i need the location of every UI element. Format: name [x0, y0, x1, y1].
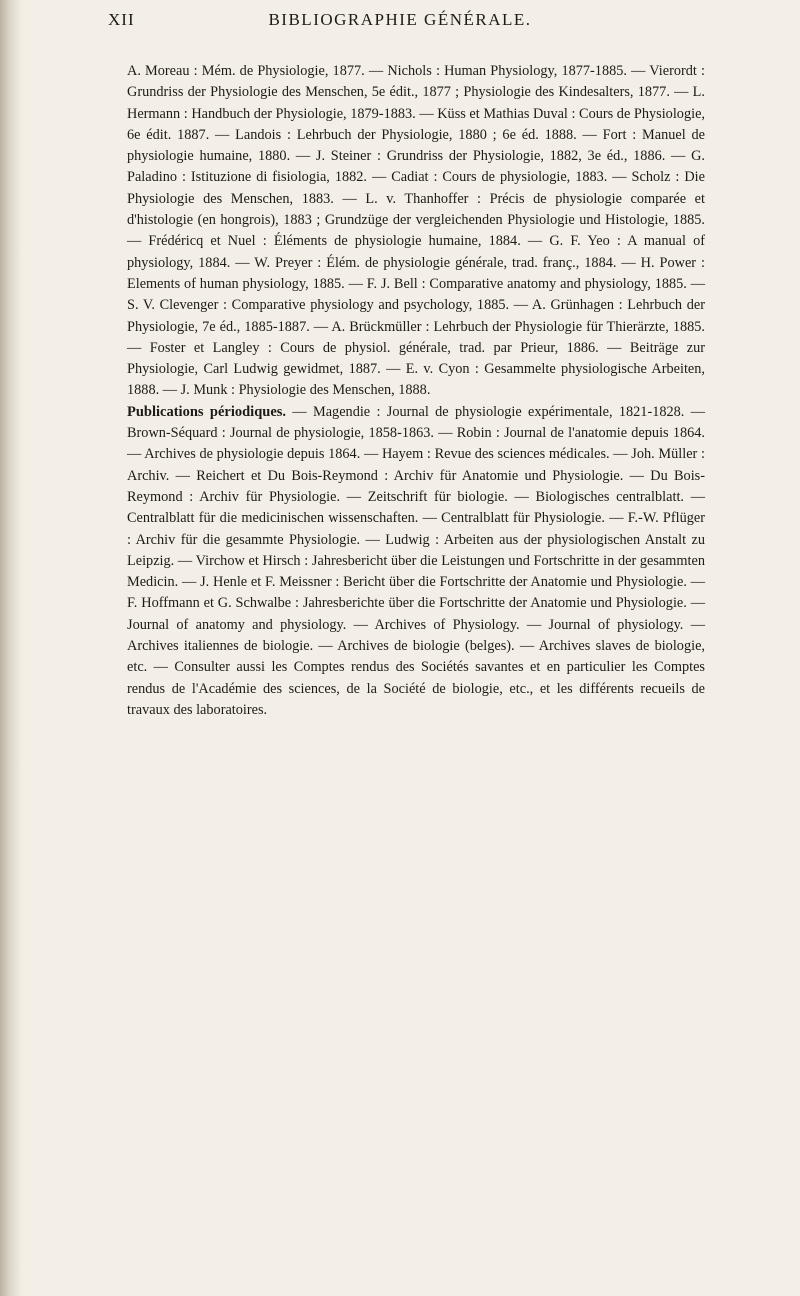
- bibliography-paragraph-periodicals: [127, 402, 705, 721]
- periodicals-heading: Publications périodiques.: [127, 403, 287, 420]
- periodicals-text: — Magendie : Journal de physiologie expérimentale, 1821-1828. — Brown-Séquard : Journal de physiologie, 1858-1863. — Robin : Journal de l'anatomie depuis 1864. — Archives de physiologie depuis 1864. — Hayem : Revue des sciences médicales. — Joh. Müller : Archiv. — Reichert et Du Bois-Reymond : Archiv für Anatomie und Physiologie. — Du Bois-Reymond : Archiv für Physiologie. — Zeitschrift für biologie. — Biologisches centralblatt. — Centralblatt für die medicinischen wissenschaften. — Centralblatt für Physiologie. — F.-W. Pflüger : Archiv für die gesammte Physiologie. — Ludwig : Arbeiten aus der physiologischen Anstalt zu Leipzig. — Virchow et Hirsch : Jahresbericht über die Leistungen und Fortschritte in der gesammten Medicin. — J. Henle et F. Meissner : Bericht über die Fortschritte der Anatomie und Physiologie. — F. Hoffmann et G. Schwalbe : Jahresberichte über die Fortschritte der Anatomie und Physiologie. — Journal of anatomy and physiology. — Archives of Physiology. — Journal of physiology. — Archives italiennes de biologie. — Archives de biologie (belges). — Archives slaves de biologie, etc. — Consulter aussi les Comptes rendus des Sociétés savantes et en particulier les Comptes rendus de l'Académie des sciences, de la Société de biologie, etc., et les différents recueils de travaux des laboratoires.: [127, 403, 705, 718]
- running-title: BIBLIOGRAPHIE GÉNÉRALE.: [268, 10, 532, 29]
- bibliography-text: [127, 61, 705, 721]
- bibliography-paragraph-general: A. Moreau : Mém. de Physiologie, 1877. — Nichols : Human Physiology, 1877-1885. — Vierordt : Grundriss der Physiologie des Menschen, 5e édit., 1877 ; Physiologie des Kindesalters, 1877. — L. Hermann : Handbuch der Physiologie, 1879-1883. — Küss et Mathias Duval : Cours de Physiologie, 6e édit. 1887. — Landois : Lehrbuch der Physiologie, 1880 ; 6e éd. 1888. — Fort : Manuel de physiologie humaine, 1880. — J. Steiner : Grundriss der Physiologie, 1882, 3e éd., 1886. — G. Paladino : Istituzione di fisiologia, 1882. — Cadiat : Cours de physiologie, 1883. — Scholz : Die Physiologie des Menschen, 1883. — L. v. Thanhoffer : Précis de physiologie comparée et d'histologie (en hongrois), 1883 ; Grundzüge der vergleichenden Physiologie und Histologie, 1885. — Frédéricq et Nuel : Éléments de physiologie humaine, 1884. — G. F. Yeo : A manual of physiology, 1884. — W. Preyer : Élém. de physiologie générale, trad. franç., 1884. — H. Power : Elements of human physiology, 1885. — F. J. Bell : Comparative anatomy and physiology, 1885. — S. V. Clevenger : Comparative physiology and psychology, 1885. — A. Grünhagen : Lehrbuch der Physiologie, 7e éd., 1885-1887. — A. Brückmüller : Lehrbuch der Physiologie für Thierärzte, 1885. — Foster et Langley : Cours de physiol. générale, trad. par Prieur, 1886. — Beiträge zur Physiologie, Carl Ludwig gewidmet, 1887. — E. v. Cyon : Gesammelte physiologische Arbeiten, 1888. — J. Munk : Physiologie des Menschen, 1888.: [127, 63, 705, 399]
- binding-shadow: [0, 0, 22, 1296]
- page-number: XII: [108, 10, 135, 29]
- page-header: [0, 0, 800, 60]
